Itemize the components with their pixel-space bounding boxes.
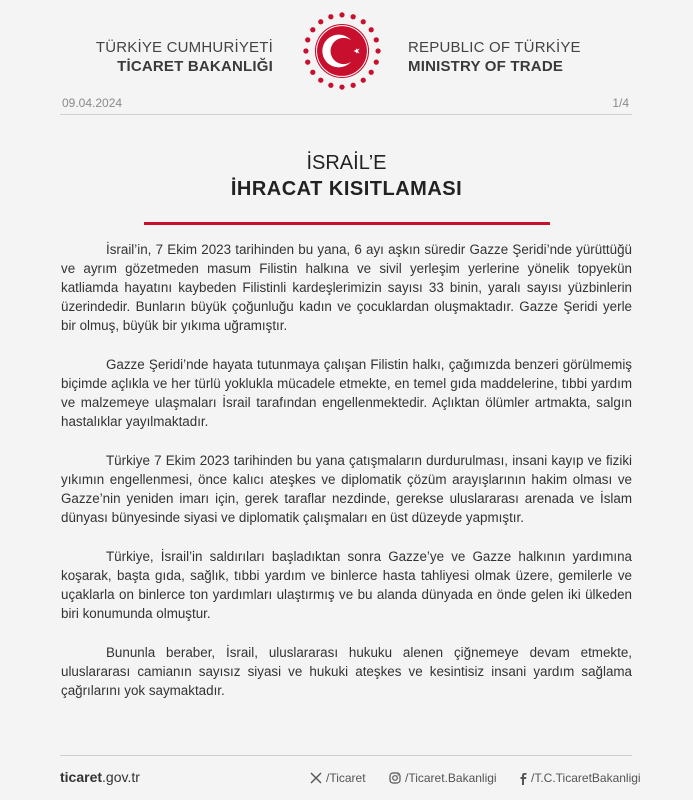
website-domain-bold: ticaret bbox=[60, 769, 103, 785]
letterhead bbox=[0, 0, 693, 100]
website-link[interactable] bbox=[60, 769, 140, 785]
paragraph: Türkiye, İsrail’in saldırıları başladıktan sonra Gazze’ye ve Gazze halkının yardımına koşarak, başta gıda, sağlık, tıbbi yardım ve binlerce hasta tahliyesi olmak üzere, gemilerle ve uçaklarla on binlerce ton yardımları ulaştırmış ve bu alanda dünyada en önde gelen iki ülkeden biri konumunda olmuştur. bbox=[61, 549, 632, 621]
footer-divider bbox=[60, 755, 632, 756]
org-name-english bbox=[408, 38, 581, 76]
website-domain-suffix: .gov.tr bbox=[102, 769, 140, 785]
document-date: 09.04.2024 bbox=[62, 96, 123, 110]
facebook-handle: /T.C.TicaretBakanligi bbox=[531, 771, 641, 785]
title-underline bbox=[144, 222, 550, 225]
document-body bbox=[61, 240, 632, 720]
org-en-line2: MINISTRY OF TRADE bbox=[408, 58, 564, 75]
facebook-icon bbox=[518, 772, 527, 785]
paragraph: Gazze Şeridi’nde hayata tutunmaya çalışan Filistin halkı, çağımızda benzeri görülmemiş biçimde açlıkla ve her türlü yoklukla mücadele etmekte, en temel gıda maddelerine, tıbbi yardım ve malzemeye ulaşmaları İsrail tarafından engellenmektedir. Açlıktan ölümler artmakta, salgın hastalıklar yayılmaktadır. bbox=[61, 357, 632, 429]
crescent-star-seal-icon bbox=[301, 10, 383, 92]
instagram-handle: /Ticaret.Bakanligi bbox=[405, 771, 497, 785]
org-tr-line1: TÜRKİYE CUMHURİYETİ bbox=[95, 39, 273, 56]
facebook-link[interactable] bbox=[518, 771, 641, 785]
x-handle: /Ticaret bbox=[326, 771, 366, 785]
instagram-icon bbox=[389, 772, 401, 784]
x-icon bbox=[310, 772, 322, 784]
title-line1: İSRAİL’E bbox=[306, 152, 387, 174]
x-link[interactable] bbox=[310, 771, 366, 785]
org-en-line1: REPUBLIC OF TÜRKİYE bbox=[408, 39, 581, 56]
header-divider bbox=[60, 114, 632, 115]
org-tr-line2: TİCARET BAKANLIĞI bbox=[117, 58, 273, 75]
org-name-turkish bbox=[96, 38, 273, 76]
paragraph: Bununla beraber, İsrail, uluslararası hukuku alenen çiğnemeye devam etmekte, uluslararası camianın sayısız siyasi ve hukuki ateşkes ve kesintisiz insani yardım sağlama çağrılarını yok saymaktadır. bbox=[61, 645, 632, 698]
instagram-link[interactable] bbox=[389, 771, 497, 785]
page-number: 1/4 bbox=[612, 96, 629, 110]
paragraph: Türkiye 7 Ekim 2023 tarihinden bu yana çatışmaların durdurulması, insani kayıp ve fiziki yıkımın engellenmesi, önce kalıcı ateşkes ve diplomatik çözüm arayışlarının hakim olması ve Gazze’nin yeniden imarı için, gerek taraflar nezdinde, gerekse uluslararası arenada ve İslam dünyası bünyesinde siyasi ve diplomatik çalışmaları en üst düzeyde yapmıştır. bbox=[61, 453, 632, 525]
document-title bbox=[0, 150, 693, 202]
paragraph: İsrail’in, 7 Ekim 2023 tarihinden bu yana, 6 ayı aşkın süredir Gazze Şeridi’nde yürüttüğü ve ayrım gözetmeden masum Filistin halkına ve sivil yerleşim yerlerine yönelik topyekün katliamda hayatını kaybeden Filistinli kardeşlerimizin sayısı 33 binin, yaralı sayısı yüzbinlerin üzerindedir. Bunların büyük çoğunluğu kadın ve çocuklardan oluşmaktadır. Gazze Şeridi yerle bir olmuş, büyük bir yıkıma uğramıştır. bbox=[61, 242, 632, 333]
title-line2: İHRACAT KISITLAMASI bbox=[230, 178, 463, 200]
